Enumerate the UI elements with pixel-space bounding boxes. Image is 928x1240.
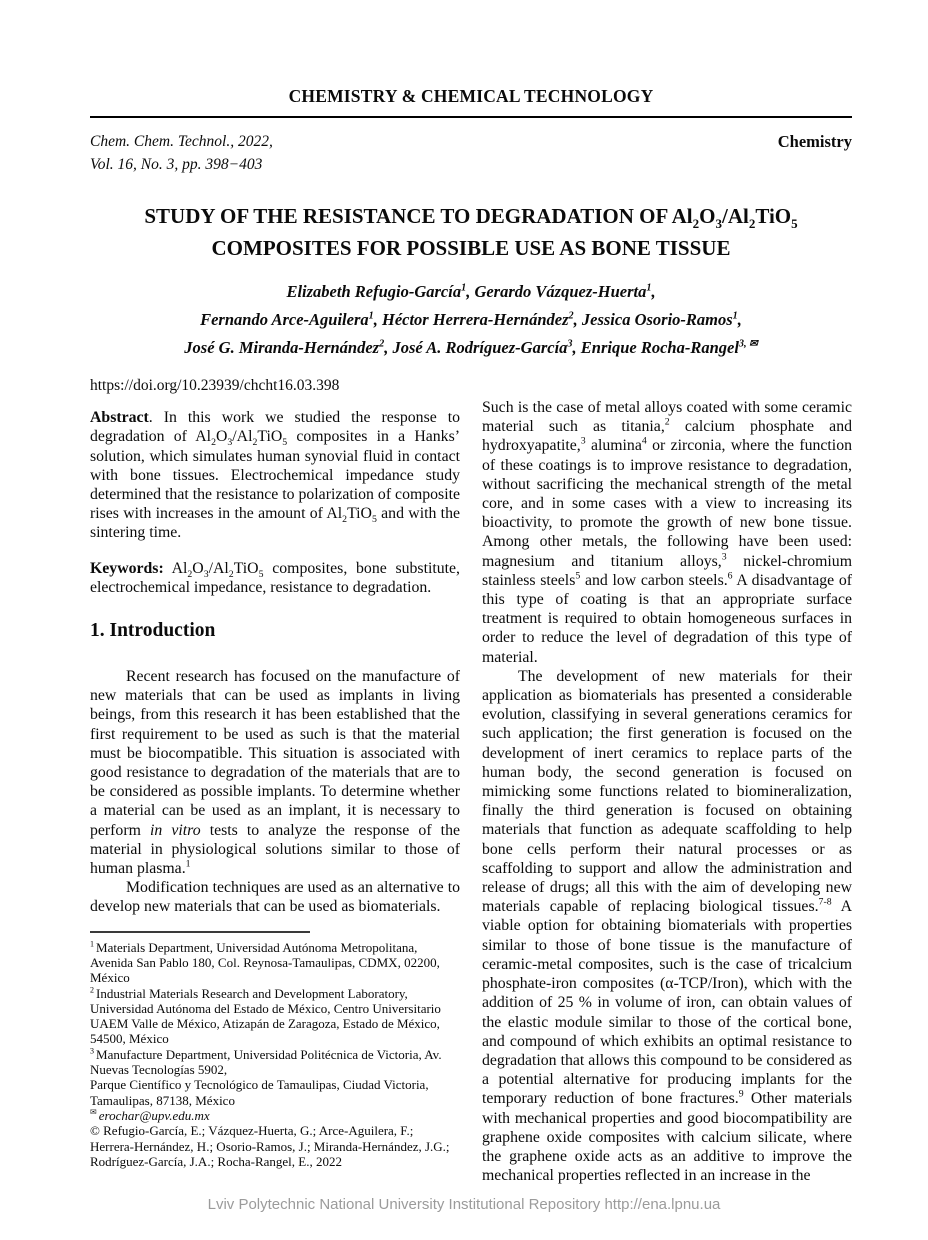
footnote-affiliation-3: $^3$ Manufacture Department, Universidad Politécnica de Victoria, Av. Nuevas Tecnologías 5902, Parque Científico y Tecnológico de Tamaulipas, Ciudad Victoria, Tamaulipas, 87138, México (90, 1046, 442, 1108)
authors-block (90, 278, 852, 362)
right-column (482, 376, 852, 1185)
body-paragraph-2: The development of new materials for their application as biomaterials has presented a considerable evolution, classifying in several generations ceramics for such application; the first generation is focused on the development of inert ceramics to replace parts of the human body, the second generation is focused on mimicking some functions related to biomineralization, finally the third generation is focused on obtaining materials that function as adequate scaffolding to help bone cells perform their natural processes or as scaffolding to support and allow the administration and release of drugs; all this with the aim of developing new materials capable of replacing biological tissues.$^{7-8}$ A viable option for obtaining biomaterials with properties similar to those of bone tissue is the manufacture of ceramic-metal composites, such is the case of tricalcium phosphate-iron composites (α-TCP/Iron), which with the addition of 25 % in volume of iron, can obtain values of the elastic module similar to those of the cortical bone, and compound of which exhibits an optimal resistance to degradation that allows this compound to be considered as a potential alternative for producing implants for the temporary reduction of bone fractures.$^9$ Other materials with mechanical properties and good biocompatibility are graphene oxide composites with calcium silicate, where the graphene oxide acts as an additive to improve the mechanical properties reflected in an increase in the (482, 667, 853, 1185)
footnote-copyright: © Refugio-García, E.; Vázquez-Huerta, G.; Arce-Aguilera, F.; Herrera-Hernández, H.; Osorio-Ramos, J.; Miranda-Hernández, J.G.; Rodríguez-García, J.A.; Rocha-Rangel, E., 2022 (90, 1123, 450, 1169)
intro-paragraph-1: Recent research has focused on the manufacture of new materials that can be used as implants in living beings, from this research it has been established that the first requirement to be used as such is that the material must be biocompatible. This situation is associated with good resistance to degradation of the materials that are to be considered as possible implants. To determine whether a material can be used as an implant, it is necessary to perform in vitro tests to analyze the response of the material in physiological solutions similar to those of human plasma.$^1$ (90, 668, 460, 878)
footnote-email[interactable]: ✉ erochar@upv.edu.mx (90, 1107, 210, 1123)
paper-title (90, 200, 852, 264)
author-line-1: Elizabeth Refugio-García$^1$, Gerardo Vázquez-Huerta$^1$, (286, 282, 656, 301)
abstract-label: Abstract (90, 409, 149, 427)
journal-masthead: CHEMISTRY & CHEMICAL TECHNOLOGY (288, 86, 654, 106)
journal-section-label: Chemistry (777, 132, 852, 151)
footnotes-block (90, 931, 460, 1169)
footnote-affiliation-2: $^2$ Industrial Materials Research and Development Laboratory, Universidad Autónoma del Estado de México, Centro Universitario UAEM Valle de México, Atizapán de Zaragoza, Estado de México, 54500, México (90, 985, 441, 1047)
journal-citation-line2: Vol. 16, No. 3, pp. 398−403 (90, 155, 263, 173)
abstract-paragraph (90, 408, 460, 542)
keywords-paragraph (90, 559, 460, 597)
section-heading-introduction: 1. Introduction (90, 620, 216, 642)
journal-citation (90, 131, 273, 176)
body-paragraph-1: Such is the case of metal alloys coated with some ceramic material such as titania,$^2$ calcium phosphate and hydroxyapatite,$^3$ alumina$^4$ or zirconia, where the function of these coatings is to improve resistance to degradation, without sacrificing the mechanical strength of the metal core, and in some cases with a view to increasing its bioactivity, to promote the growth of new bone tissue. Among other metals, the following have been used: magnesium and titanium alloys,$^3$ nickel-chromium stainless steels$^5$ and low carbon steels.$^6$ A disadvantage of this type of coating is that an appropriate surface treatment is required to obtain homogeneous surfaces in order to reduce the level of degradation of this type of material. (482, 399, 853, 666)
paper-title-line2: COMPOSITES FOR POSSIBLE USE AS BONE TISSUE (211, 236, 731, 260)
journal-citation-line1: Chem. Chem. Technol., 2022, (90, 133, 273, 150)
masthead-divider (90, 116, 852, 118)
journal-info-row (90, 131, 852, 176)
keywords-text: $Al_2O_3/Al_2TiO_5$ composites, bone substitute, electrochemical impedance, resistance to degradation. (90, 559, 460, 596)
footnote-affiliation-1: $^1$ Materials Department, Universidad Autónoma Metropolitana, Avenida San Pablo 180, Col. Reynosa-Tamaulipas, CDMX, 02200, México (90, 939, 440, 986)
intro-paragraph-2: Modification techniques are used as an alternative to develop new materials that can be used as biomaterials. (90, 879, 460, 916)
paper-title-line1: STUDY OF THE RESISTANCE TO DEGRADATION OF $Al_2O_3/Al_2TiO_5$ (144, 204, 798, 232)
two-column-body (90, 376, 852, 1185)
doi-link[interactable]: https://doi.org/10.23939/chcht16.03.398 (90, 377, 340, 394)
repository-watermark: Lviv Polytechnic National University Institutional Repository http://ena.lpnu.ua (207, 1196, 721, 1213)
keywords-label: Keywords: (90, 559, 164, 577)
abstract-text: . In this work we studied the response to degradation of $Al_2O_3/Al_2TiO_5$ composites in a Hanks’ solution, which simulates human synovial fluid in contact with bone tissues. Electrochemical impedance study determined that the resistance to polarization of composite rises with increases in the amount of $Al_2TiO_5$ and with the sintering time. (90, 409, 460, 542)
author-line-3: José G. Miranda-Hernández$^2$, José A. Rodríguez-García$^3$, Enrique Rocha-Rangel$^{3, ✉}$ (184, 338, 758, 357)
footnote-divider (90, 931, 310, 933)
left-column (90, 376, 460, 1185)
author-line-2: Fernando Arce-Aguilera$^1$, Héctor Herrera-Hernández$^2$, Jessica Osorio-Ramos$^1$, (200, 310, 742, 329)
